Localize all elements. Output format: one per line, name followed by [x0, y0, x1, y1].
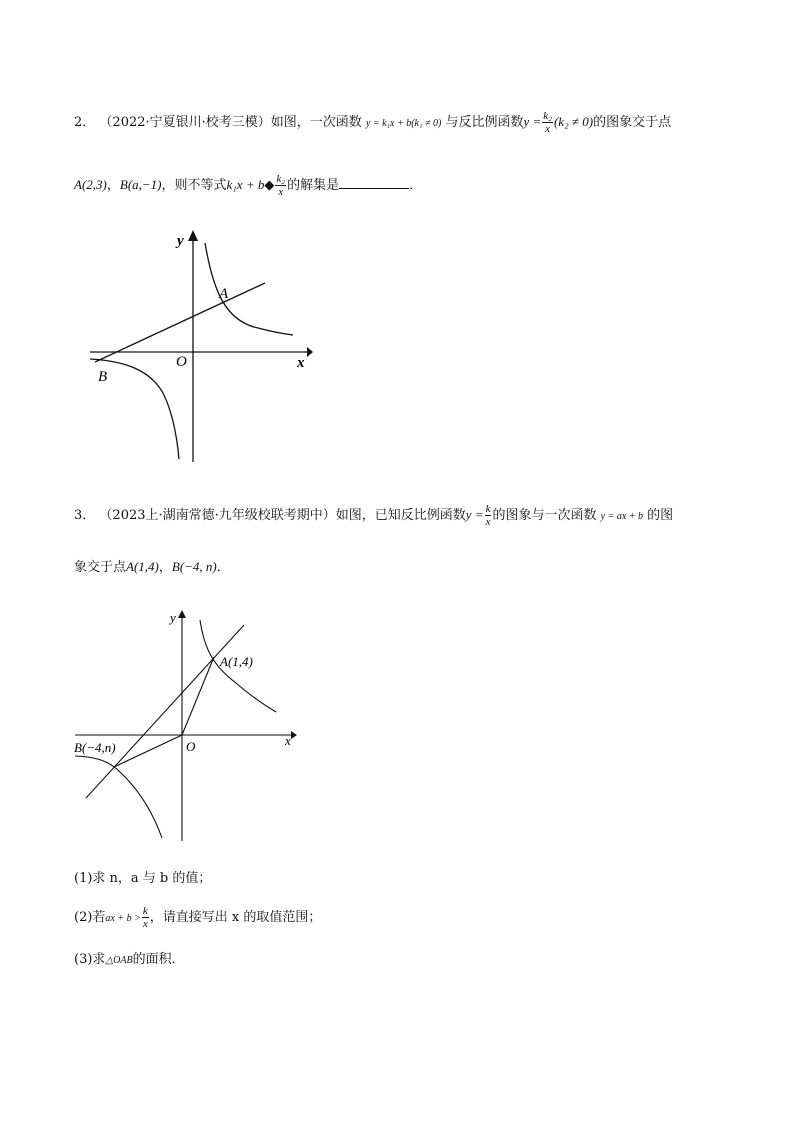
- punctuation: ，: [158, 560, 172, 575]
- sub-question-text: ，请直接写出 x 的取值范围；: [149, 910, 322, 925]
- x-axis-arrow-icon: [307, 347, 313, 357]
- linear-function: y = k₁x + b(k₁ ≠ 0): [365, 118, 442, 129]
- question-2-graph: [85, 225, 315, 470]
- triangle-label: △OAB: [105, 955, 133, 966]
- question-text: 与反比例函数: [445, 115, 524, 130]
- question-3-line-1: [74, 503, 673, 528]
- sub-question-1: (1)求 n，a 与 b 的值；: [74, 871, 212, 886]
- question-text: 如图，已知反比例函数: [335, 508, 466, 523]
- question-2-line-1: [74, 110, 671, 135]
- point-a-label: A(1,4): [126, 559, 159, 574]
- question-3-graph: [70, 605, 305, 845]
- x-axis-label: x: [297, 355, 305, 371]
- point-a-label: A: [219, 286, 229, 302]
- inequality-symbol-glyph: ◆: [264, 178, 275, 193]
- inequality-fraction: $\frac{\text{k₂}}{x}$: [276, 173, 286, 198]
- segment-ob: [114, 735, 182, 767]
- question-text: 的解集是: [287, 178, 340, 193]
- inequality-fraction: $\frac{k}{x}$: [142, 905, 148, 930]
- question-number: 3．: [74, 508, 96, 523]
- question-3-line-2: [74, 556, 230, 575]
- punctuation: ．: [409, 178, 423, 193]
- origin-label: O: [186, 739, 196, 754]
- sub-question-3: [74, 948, 185, 967]
- inverse-function-lhs: y =: [465, 507, 484, 522]
- question-number: 2．: [74, 115, 96, 130]
- hyperbola-branch-left: [75, 756, 162, 838]
- punctuation: ，: [106, 178, 120, 193]
- y-axis-arrow-icon: [188, 230, 198, 241]
- punctuation: ．: [216, 560, 230, 575]
- linear-function-line: [95, 283, 265, 362]
- answer-blank[interactable]: [339, 176, 409, 189]
- y-axis-label: y: [177, 233, 184, 249]
- linear-function: y = ax + b: [600, 511, 644, 522]
- inequality-lhs: k₁x + b: [226, 177, 265, 192]
- point-b-label: B(−4, n): [171, 559, 217, 574]
- origin-label: O: [176, 354, 187, 370]
- y-axis-arrow-icon: [178, 610, 186, 618]
- point-a-label: A(1,4): [220, 654, 253, 669]
- sub-question-prefix: (2)若: [74, 910, 106, 925]
- x-axis-arrow-icon: [291, 731, 297, 739]
- inequality-lhs: ax + b >: [105, 913, 141, 924]
- question-text: 象交于点: [74, 560, 127, 575]
- sub-question-prefix: (3)求: [74, 952, 106, 967]
- sub-question-text: 的面积．: [132, 952, 185, 967]
- x-axis-label: x: [285, 733, 291, 748]
- inverse-function-fraction: $\frac{\text{k₂}}{x}$: [543, 110, 552, 135]
- inverse-function-fraction: $\frac{k}{x}$: [485, 503, 491, 528]
- point-b-label: B(a,−1): [119, 177, 162, 192]
- question-text: 如图，一次函数: [270, 115, 362, 130]
- question-2-line-2: [74, 173, 422, 198]
- question-text: ，则不等式: [161, 178, 227, 193]
- point-b-label: B: [98, 369, 108, 385]
- y-axis-label: y: [170, 610, 176, 625]
- segment-oa: [182, 657, 214, 735]
- question-source: （2023上·湖南常德·九年级校联考期中）: [99, 508, 336, 523]
- question-text: 的图象交于点: [593, 115, 672, 130]
- question-text: 的图象与一次函数: [492, 508, 597, 523]
- point-a-label: A(2,3): [74, 177, 107, 192]
- point-b-label: B(−4,n): [74, 740, 116, 755]
- sub-question-2: [74, 905, 321, 930]
- line-ab: [86, 625, 244, 798]
- inverse-function-lhs: y =: [523, 114, 542, 129]
- inverse-function-condition: (k₂ ≠ 0): [553, 114, 594, 129]
- question-source: （2022·宁夏银川·校考三模）: [99, 115, 271, 130]
- question-text: 的图: [647, 508, 674, 523]
